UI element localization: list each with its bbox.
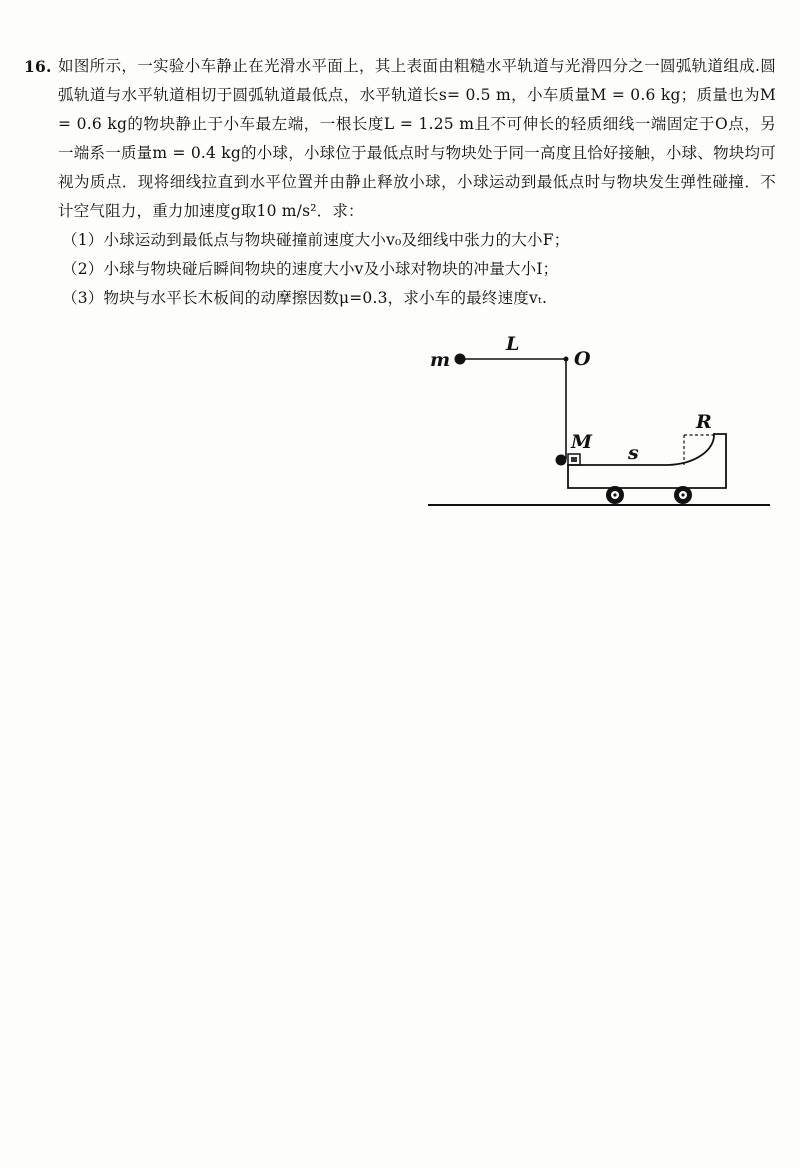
diagram-svg: [420, 325, 780, 525]
ball-lowest-position: [556, 455, 567, 466]
label-string-length: L: [506, 333, 520, 355]
question-stem: 如图所示，一实验小车静止在光滑水平面上，其上表面由粗糙水平轨道与光滑四分之一圆弧轨道组成.圆弧轨道与水平轨道相切于圆弧轨道最低点，水平轨道长s= 0.5 m，小车质量M = 0.6 kg；质量也为M = 0.6 kg的物块静止于小车最左端，一根长度L = 1.25 m且不可伸长的轻质细线一端固定于O点，另一端系一质量m = 0.4 kg的小球，小球位于最低点时与物块处于同一高度且恰好接触，小球、物块均可视为质点．现将细线拉直到水平位置并由静止释放小球，小球运动到最低点时与物块发生弹性碰撞．不计空气阻力，重力加速度g取10 m/s²．求：: [58, 57, 776, 220]
label-pivot: O: [574, 348, 591, 370]
question-part-3: （3）物块与水平长木板间的动摩擦因数μ=0.3，求小车的最终速度vₜ.: [62, 289, 548, 307]
block-m-fill: [571, 457, 577, 462]
label-arc-radius: R: [696, 411, 712, 433]
label-block-mass: M: [571, 431, 593, 453]
wheel-left: [606, 486, 624, 504]
wheel-right: [674, 486, 692, 504]
label-track-length: s: [628, 442, 639, 464]
question-part-2: （2）小球与物块碰后瞬间物块的速度大小v及小球对物块的冲量大小I；: [62, 260, 559, 278]
physics-question: [24, 52, 776, 313]
ball-start-position: [455, 354, 466, 365]
label-ball-mass: m: [430, 349, 451, 371]
question-header: [24, 52, 776, 226]
question-number: 16.: [24, 57, 52, 76]
physics-diagram: [420, 325, 780, 525]
question-part-1: （1）小球运动到最低点与物块碰撞前速度大小v₀及细线中张力的大小F；: [62, 231, 570, 249]
